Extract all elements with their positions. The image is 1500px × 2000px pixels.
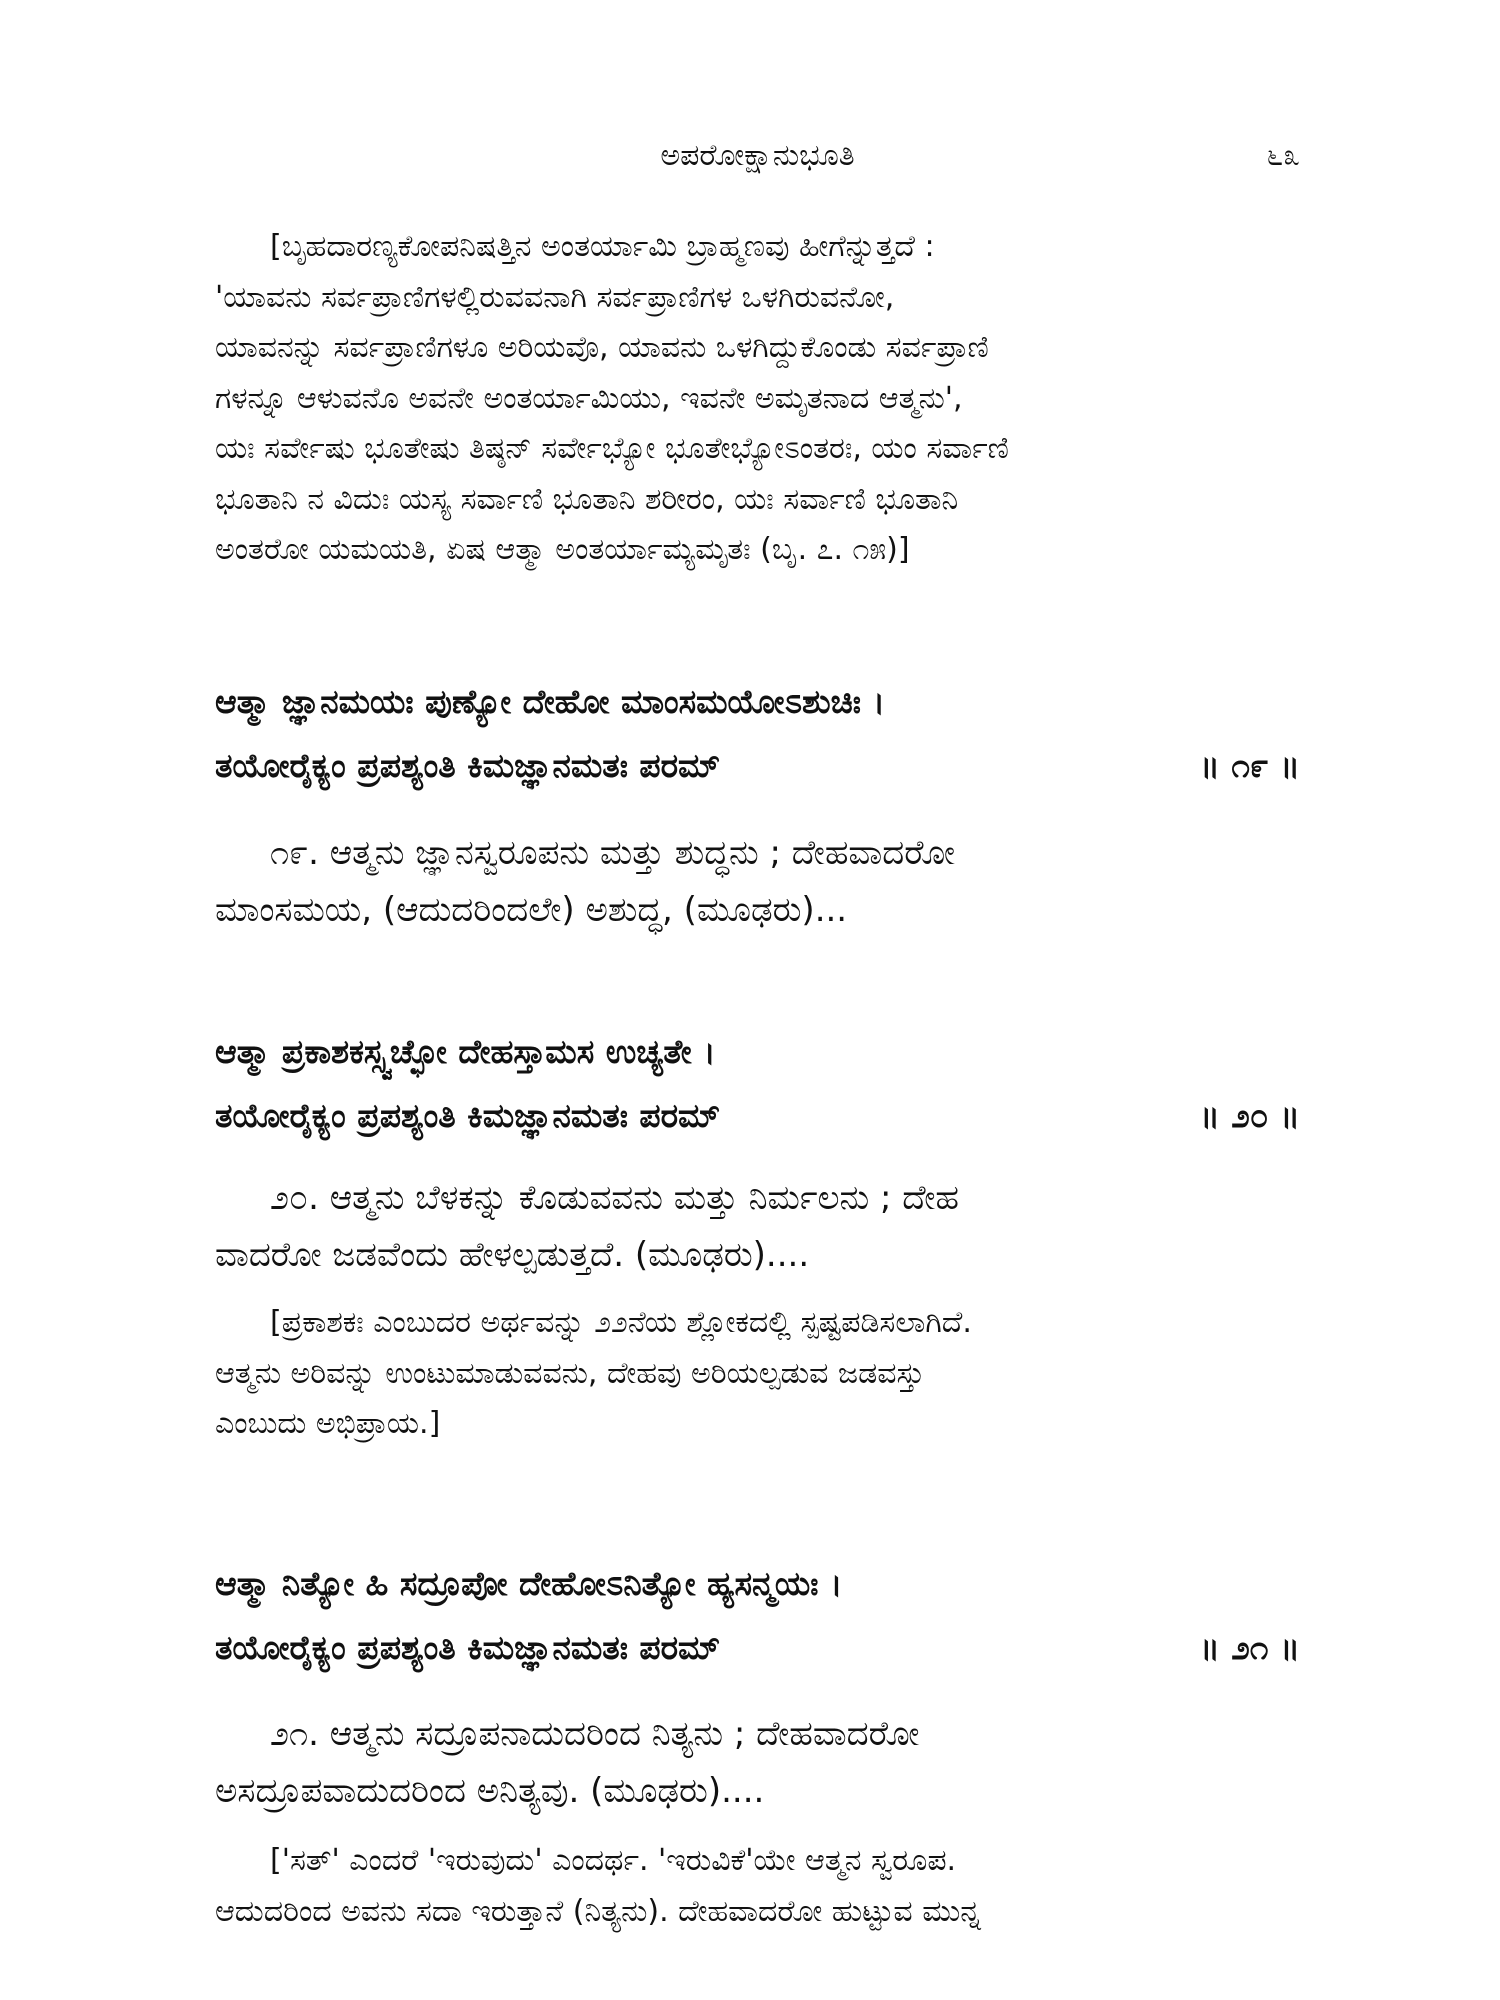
note-line: ಅಂತರೋ ಯಮಯತಿ, ಏಷ ಆತ್ಮಾ ಅಂತರ್ಯಾಮ್ಯಮೃತಃ (ಬೃ. ೭. ೧೫)] <box>215 532 910 567</box>
verse-number: ॥ ೨೦ ॥ <box>1199 1096 1300 1135</box>
running-header <box>215 138 1300 188</box>
verse-number: ॥ ೧೯ ॥ <box>1199 746 1300 785</box>
translation-line: ಅಸದ್ರೂಪವಾದುದರಿಂದ ಅನಿತ್ಯವು. (ಮೂಢರು).... <box>215 1771 765 1811</box>
note-line: ಯಾವನನ್ನು ಸರ್ವಪ್ರಾಣಿಗಳೂ ಅರಿಯವೊ, ಯಾವನು ಒಳಗಿದ್ದುಕೊಂಡು ಸರ್ವಪ್ರಾಣಿ <box>215 330 989 365</box>
note-antaryami <box>215 222 1300 576</box>
verse-line <box>215 1020 1300 1084</box>
translation-line: ೨೧. ಆತ್ಮನು ಸದ್ರೂಪನಾದುದರಿಂದ ನಿತ್ಯನು ; ದೇಹವಾದರೋ <box>270 1714 920 1754</box>
verse-line <box>215 1084 1300 1148</box>
translation-20 <box>215 1170 1300 1284</box>
note-line: ಎಂಬುದು ಅಭಿಪ್ರಾಯ.] <box>215 1406 441 1441</box>
translation-line: ಮಾಂಸಮಯ, (ಆದುದರಿಂದಲೇ) ಅಶುದ್ಧ, (ಮೂಢರು)... <box>215 890 848 930</box>
note-line: [ಪ್ರಕಾಶಕಃ ಎಂಬುದರ ಅರ್ಥವನ್ನು ೨೨ನೆಯ ಶ್ಲೋಕದಲ್ಲಿ ಸ್ಪಷ್ಟಪಡಿಸಲಾಗಿದೆ. <box>270 1305 972 1340</box>
translation-line: ೨೦. ಆತ್ಮನು ಬೆಳಕನ್ನು ಕೊಡುವವನು ಮತ್ತು ನಿರ್ಮಲನು ; ದೇಹ <box>270 1178 959 1218</box>
verse-line <box>215 670 1300 734</box>
note-line: [ಬೃಹದಾರಣ್ಯಕೋಪನಿಷತ್ತಿನ ಅಂತರ್ಯಾಮಿ ಬ್ರಾಹ್ಮಣವು ಹೀಗೆನ್ನುತ್ತದೆ : <box>270 229 935 264</box>
verse-text: ಆತ್ಮಾ ನಿತ್ಯೋ ಹಿ ಸದ್ರೂಪೋ ದೇಹೋಽನಿತ್ಯೋ ಹ್ಯಸನ್ಮಯಃ । <box>215 1564 843 1603</box>
running-title: ಅಪರೋಕ್ಷಾನುಭೂತಿ <box>660 138 855 173</box>
note-21 <box>215 1836 1300 1937</box>
verse-line <box>215 734 1300 798</box>
page-number: ೬೩ <box>1266 138 1300 173</box>
verse-text: ಆತ್ಮಾ ಪ್ರಕಾಶಕಸ್ಸ್ವಚ್ಛೋ ದೇಹಸ್ತಾಮಸ ಉಚ್ಯತೇ । <box>215 1032 716 1071</box>
verse-21 <box>215 1552 1300 1680</box>
note-line: ಯಃ ಸರ್ವೇಷು ಭೂತೇಷು ತಿಷ್ಠನ್ ಸರ್ವೇಭ್ಯೋ ಭೂತೇಭ್ಯೋಽಂತರಃ, ಯಂ ಸರ್ವಾಣಿ <box>215 431 1009 466</box>
note-line: ಆದುದರಿಂದ ಅವನು ಸದಾ ಇರುತ್ತಾನೆ (ನಿತ್ಯನು). ದೇಹವಾದರೋ ಹುಟ್ಟುವ ಮುನ್ನ <box>215 1893 981 1929</box>
verse-text: ಆತ್ಮಾ ಜ್ಞಾನಮಯಃ ಪುಣ್ಯೋ ದೇಹೋ ಮಾಂಸಮಯೋಽಶುಚಿಃ । <box>215 682 885 721</box>
note-line: ['ಸತ್' ಎಂದರೆ 'ಇರುವುದು' ಎಂದರ್ಥ. 'ಇರುವಿಕೆ'ಯೇ ಆತ್ಮನ ಸ್ವರೂಪ. <box>270 1843 957 1878</box>
translation-21 <box>215 1706 1300 1820</box>
verse-text: ತಯೋರೈಕ್ಯಂ ಪ್ರಪಶ್ಯಂತಿ ಕಿಮಜ್ಞಾನಮತಃ ಪರಮ್ <box>215 1096 721 1135</box>
translation-line: ವಾದರೋ ಜಡವೆಂದು ಹೇಳಲ್ಪಡುತ್ತದೆ. (ಮೂಢರು).... <box>215 1235 810 1275</box>
note-line: ಭೂತಾನಿ ನ ವಿದುಃ ಯಸ್ಯ ಸರ್ವಾಣಿ ಭೂತಾನಿ ಶರೀರಂ, ಯಃ ಸರ್ವಾಣಿ ಭೂತಾನಿ <box>215 481 959 517</box>
verse-number: ॥ ೨೧ ॥ <box>1199 1628 1300 1667</box>
verse-line <box>215 1552 1300 1616</box>
verse-20 <box>215 1020 1300 1148</box>
translation-19 <box>215 825 1300 939</box>
note-line: 'ಯಾವನು ಸರ್ವಪ್ರಾಣಿಗಳಲ್ಲಿರುವವನಾಗಿ ಸರ್ವಪ್ರಾಣಿಗಳ ಒಳಗಿರುವನೋ, <box>215 279 895 315</box>
verse-text: ತಯೋರೈಕ್ಯಂ ಪ್ರಪಶ್ಯಂತಿ ಕಿಮಜ್ಞಾನಮತಃ ಪರಮ್ <box>215 746 721 785</box>
verse-19 <box>215 670 1300 798</box>
verse-text: ತಯೋರೈಕ್ಯಂ ಪ್ರಪಶ್ಯಂತಿ ಕಿಮಜ್ಞಾನಮತಃ ಪರಮ್ <box>215 1628 721 1667</box>
verse-line <box>215 1616 1300 1680</box>
note-line: ಗಳನ್ನೂ ಆಳುವನೊ ಅವನೇ ಅಂತರ್ಯಾಮಿಯು, ಇವನೇ ಅಮೃತನಾದ ಆತ್ಮನು', <box>215 380 963 416</box>
translation-line: ೧೯. ಆತ್ಮನು ಜ್ಞಾನಸ್ವರೂಪನು ಮತ್ತು ಶುದ್ಧನು ; ದೇಹವಾದರೋ <box>270 833 956 873</box>
note-20 <box>215 1298 1300 1450</box>
note-line: ಆತ್ಮನು ಅರಿವನ್ನು ಉಂಟುಮಾಡುವವನು, ದೇಹವು ಅರಿಯಲ್ಪಡುವ ಜಡವಸ್ತು <box>215 1355 925 1391</box>
